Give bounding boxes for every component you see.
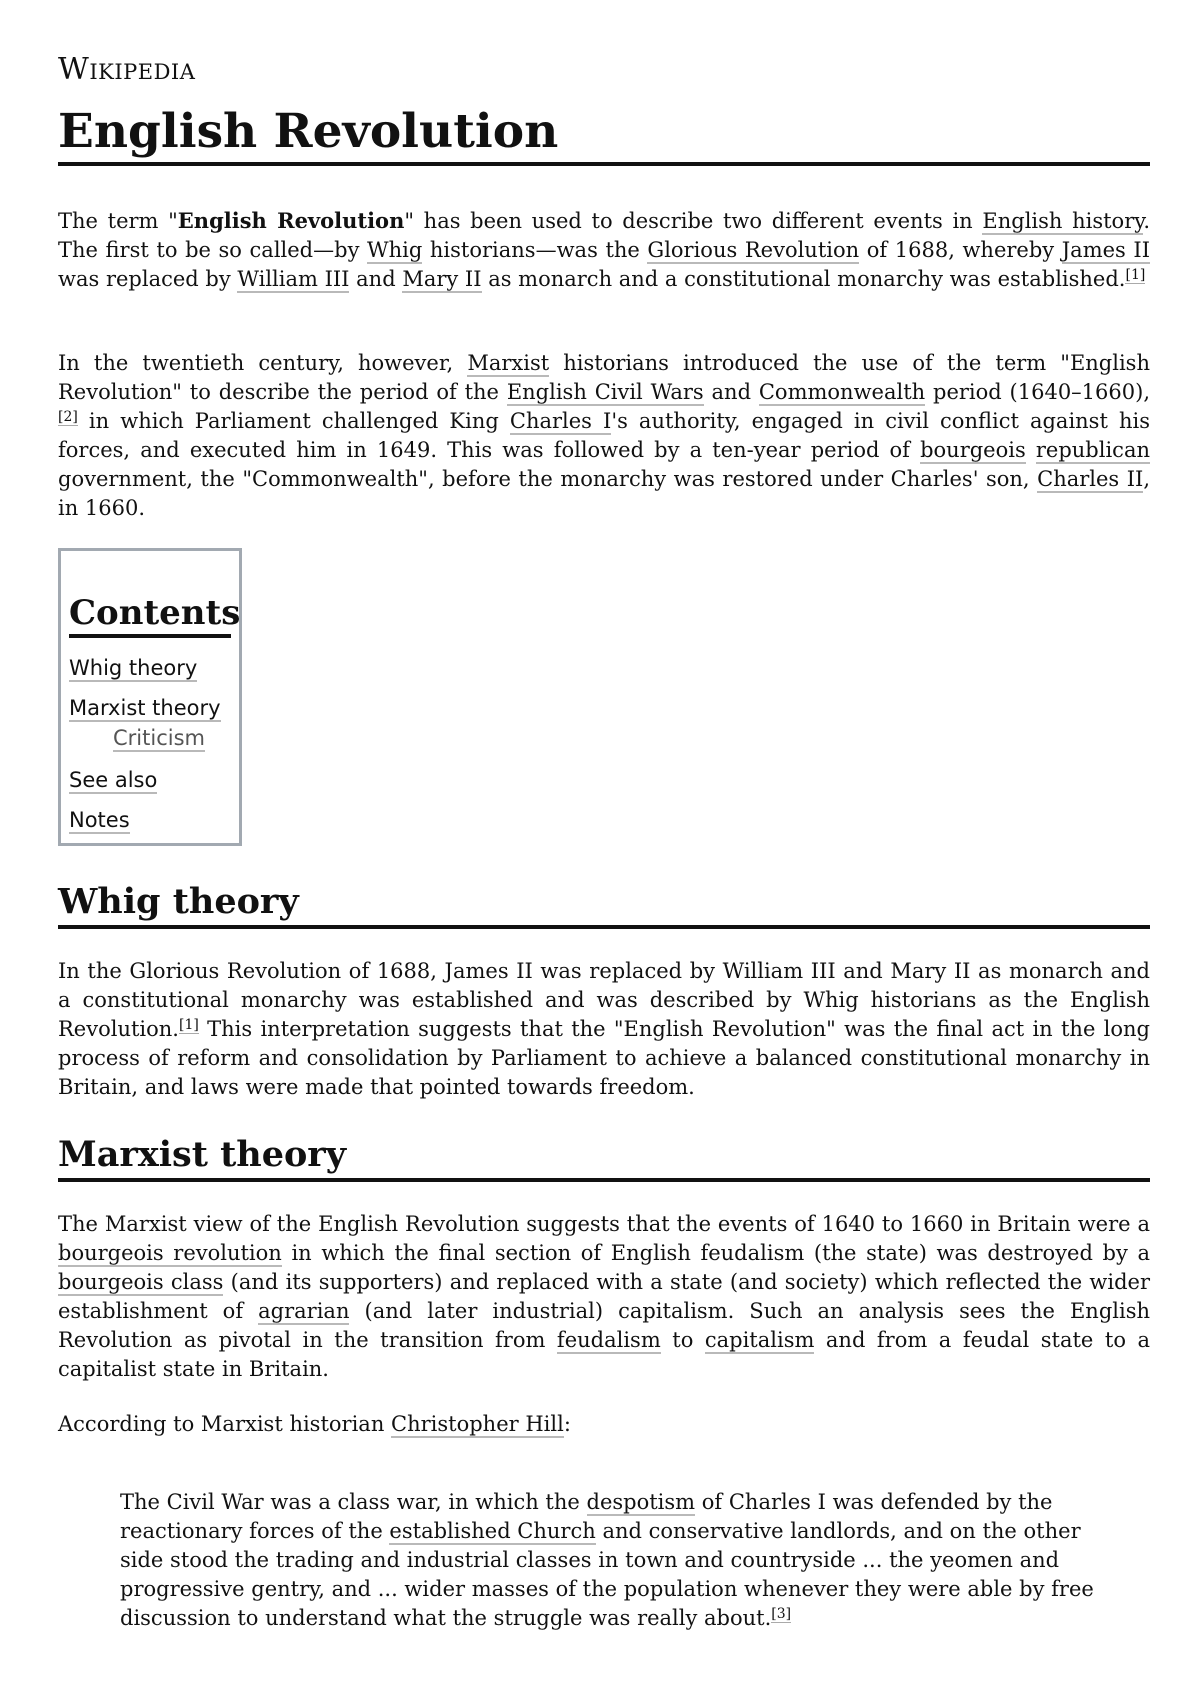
text: as monarch and a constitutional monarchy was established. bbox=[481, 267, 1126, 291]
link-christopher-hill[interactable]: Christopher Hill bbox=[391, 1412, 564, 1436]
link-glorious-revolution[interactable]: Glorious Revolution bbox=[647, 238, 860, 262]
link-james-ii[interactable]: James II bbox=[1061, 238, 1150, 262]
text: and from a feudal state to a capitalist state in Britain. bbox=[58, 1328, 1151, 1381]
section-heading-marxist-theory: Marxist theory bbox=[58, 1134, 1150, 1182]
text: 's authority, engaged in civil conflict against his forces, and executed him in 1649. This was followed by a ten-year period of bbox=[58, 409, 1150, 462]
intro-paragraph-2 bbox=[58, 349, 1150, 523]
logo[interactable]: Wikipedia bbox=[58, 52, 196, 87]
reference-2[interactable]: [2] bbox=[58, 409, 78, 425]
text: (and its supporters) and replaced with a state (and society) which reflected the wider establishment of bbox=[58, 1270, 1150, 1323]
text: The term " bbox=[58, 209, 178, 233]
text: , in 1660. bbox=[58, 467, 1150, 520]
text: " has been used to describe two different events in bbox=[404, 209, 983, 233]
toc-item-criticism[interactable]: Criticism bbox=[113, 725, 205, 750]
toc-item-whig-theory[interactable]: Whig theory bbox=[69, 655, 198, 680]
link-established-church[interactable]: established Church bbox=[389, 1519, 596, 1543]
link-whig[interactable]: Whig bbox=[367, 238, 423, 262]
link-republican[interactable]: republican bbox=[1035, 438, 1150, 462]
page-title: English Revolution bbox=[58, 104, 1150, 166]
blockquote bbox=[120, 1488, 1100, 1633]
link-mary-ii[interactable]: Mary II bbox=[402, 267, 482, 291]
text: In the twentieth century, however, bbox=[58, 351, 468, 375]
reference-1[interactable]: [1] bbox=[179, 1017, 199, 1033]
link-english-history[interactable]: English history bbox=[982, 209, 1144, 233]
section-heading-whig-theory: Whig theory bbox=[58, 881, 1150, 929]
text: historians—was the bbox=[422, 238, 648, 262]
link-william-iii[interactable]: William III bbox=[237, 267, 350, 291]
link-bourgeois[interactable]: bourgeois bbox=[920, 438, 1026, 462]
text: was replaced by bbox=[58, 267, 238, 291]
text: in which Parliament challenged King bbox=[77, 409, 510, 433]
marxist-paragraph-2 bbox=[58, 1410, 1150, 1439]
text: : bbox=[563, 1412, 571, 1436]
intro-paragraph-1 bbox=[58, 206, 1150, 294]
text: to bbox=[660, 1328, 705, 1352]
text: The Civil War was a class war, in which the bbox=[120, 1490, 587, 1514]
link-charles-i[interactable]: Charles I bbox=[509, 409, 612, 433]
link-feudalism[interactable]: feudalism bbox=[556, 1328, 661, 1352]
text bbox=[1026, 438, 1036, 462]
text: . The first to be so called—by bbox=[58, 209, 1150, 262]
text: According to Marxist historian bbox=[58, 1412, 392, 1436]
text: period (1640–1660), bbox=[925, 380, 1150, 404]
toc-title: Contents bbox=[69, 593, 231, 638]
toc-item-notes[interactable]: Notes bbox=[69, 807, 130, 832]
toc-item-see-also[interactable]: See also bbox=[69, 767, 158, 792]
link-english-civil-wars[interactable]: English Civil Wars bbox=[506, 380, 704, 404]
text: The Marxist view of the English Revolution suggests that the events of 1640 to 1660 in Britain were a bbox=[58, 1212, 1150, 1236]
quote-text bbox=[120, 1488, 1100, 1633]
table-of-contents bbox=[58, 548, 242, 846]
link-charles-ii[interactable]: Charles II bbox=[1037, 467, 1144, 491]
link-capitalism[interactable]: capitalism bbox=[704, 1328, 815, 1352]
link-bourgeois-class[interactable]: bourgeois class bbox=[58, 1270, 224, 1294]
text: and bbox=[349, 267, 403, 291]
text: and conservative landlords, and on the other side stood the trading and industrial classes in town and countryside ... the yeomen and progressive gentry, and ... wider masses of the population whenever they were able by free discussion to understand what the struggle was really about. bbox=[120, 1519, 1094, 1630]
whig-paragraph bbox=[58, 957, 1150, 1102]
text: historians introduced the use of the term "English Revolution" to describe the period of the bbox=[58, 351, 1150, 404]
text: in which the final section of English feudalism (the state) was destroyed by a bbox=[281, 1241, 1150, 1265]
text: (and later industrial) capitalism. Such an analysis sees the English Revolution as pivotal in the transition from bbox=[58, 1299, 1151, 1352]
toc-item-marxist-theory[interactable]: Marxist theory bbox=[69, 695, 221, 720]
marxist-paragraph-1 bbox=[58, 1210, 1150, 1384]
link-commonwealth[interactable]: Commonwealth bbox=[758, 380, 926, 404]
link-bourgeois-revolution[interactable]: bourgeois revolution bbox=[58, 1241, 282, 1265]
link-marxist[interactable]: Marxist bbox=[467, 351, 550, 375]
text: of Charles I was defended by the reactionary forces of the bbox=[120, 1490, 1053, 1543]
text: and bbox=[703, 380, 759, 404]
text: government, the "Commonwealth", before the monarchy was restored under Charles' son, bbox=[58, 467, 1038, 491]
reference-3[interactable]: [3] bbox=[771, 1606, 792, 1622]
text: This interpretation suggests that the "English Revolution" was the final act in the long process of reform and consolidation by Parliament to achieve a balanced constitutional monarchy in Britain, and laws were made that pointed towards freedom. bbox=[58, 1017, 1150, 1099]
link-agrarian[interactable]: agrarian bbox=[258, 1299, 350, 1323]
reference-1[interactable]: [1] bbox=[1125, 267, 1146, 283]
bold-term: English Revolution bbox=[177, 208, 405, 233]
text: of 1688, whereby bbox=[859, 238, 1062, 262]
link-despotism[interactable]: despotism bbox=[586, 1490, 696, 1514]
text: In the Glorious Revolution of 1688, James II was replaced by William III and Mary II as monarch and a constitutional monarchy was established and was described by Whig historians as the English Revolution. bbox=[58, 959, 1150, 1041]
